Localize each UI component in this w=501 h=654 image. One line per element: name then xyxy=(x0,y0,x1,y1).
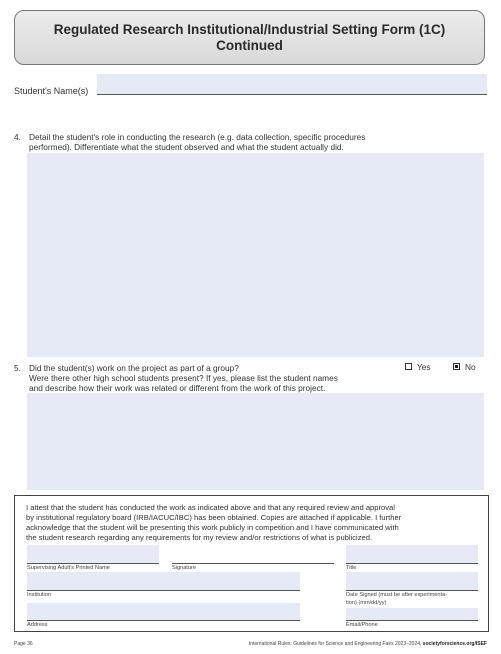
student-name-underline xyxy=(97,94,487,95)
footer-text xyxy=(249,641,487,647)
student-name-label: Student's Name(s) xyxy=(14,86,89,96)
email-phone-line xyxy=(346,620,478,621)
institution-field[interactable] xyxy=(27,572,300,590)
question-5-text-line2: Were there other high school students present? If yes, please list the student names xyxy=(29,373,338,383)
title-label: Title xyxy=(346,565,357,571)
footer-site-link[interactable]: societyforscience.org/ISEF xyxy=(422,641,487,647)
date-signed-label-line1: Date Signed (must be after experimenta- xyxy=(346,592,448,598)
attestation-line1: I attest that the student has conducted the work as indicated above and that any required review and approval xyxy=(26,503,395,512)
signature-line xyxy=(172,563,334,564)
institution-label: Institution xyxy=(27,592,51,598)
question-5-text-line3: and describe how their work was related or different from the work of this project. xyxy=(29,383,326,393)
no-checkbox[interactable] xyxy=(453,363,460,370)
address-label: Address xyxy=(27,622,48,628)
title-field[interactable] xyxy=(346,545,478,563)
question-5-number: 5. xyxy=(14,363,21,373)
date-signed-field[interactable] xyxy=(346,572,478,590)
yes-checkbox[interactable] xyxy=(405,363,412,370)
date-signed-line xyxy=(346,590,478,591)
date-signed-label-line2: tion) (mm/dd/yy) xyxy=(346,600,387,606)
printed-name-label: Supervising Adult's Printed Name xyxy=(27,565,110,571)
form-subtitle: Continued xyxy=(216,37,283,53)
question-4-number: 4. xyxy=(14,132,21,142)
institution-line xyxy=(27,590,300,591)
form-title: Regulated Research Institutional/Industrial Setting Form (1C) xyxy=(53,21,446,37)
question-4-text-line1: Detail the student's role in conducting the research (e.g. data collection, specific procedures xyxy=(29,132,366,142)
email-phone-label: Email/Phone xyxy=(346,622,378,628)
signature-label: Signature xyxy=(172,565,196,571)
no-label: No xyxy=(465,362,476,372)
printed-name-line xyxy=(27,563,159,564)
attestation-line3: acknowledge that the student will be presenting this work publicly in competition and I have communicated with xyxy=(26,523,399,532)
student-name-field[interactable] xyxy=(97,74,487,94)
address-line xyxy=(27,620,300,621)
question-4-response-field[interactable] xyxy=(27,153,484,357)
email-phone-field[interactable] xyxy=(346,608,478,620)
form-title-box xyxy=(14,10,485,65)
title-line xyxy=(346,563,478,564)
question-5-text-line1: Did the student(s) work on the project as part of a group? xyxy=(29,363,239,373)
question-4-text-line2: performed). Differentiate what the student observed and what the student actually did. xyxy=(29,142,344,152)
attestation-line4: the student research regarding any requirements for my review and/or restrictions of what is publicized. xyxy=(26,533,373,542)
page-number: Page 36 xyxy=(14,641,33,647)
no-checkbox-mark xyxy=(455,365,458,368)
yes-label: Yes xyxy=(417,362,431,372)
address-field[interactable] xyxy=(27,603,300,620)
attestation-line2: by institutional regulatory board (IRB/IACUC/IBC) has been obtained. Copies are attached if applicable. I further xyxy=(26,513,402,522)
printed-name-field[interactable] xyxy=(27,545,159,563)
question-5-response-field[interactable] xyxy=(27,393,484,490)
footer-guidelines: International Rules: Guidelines for Science and Engineering Fairs 2023–2024, xyxy=(248,641,423,647)
